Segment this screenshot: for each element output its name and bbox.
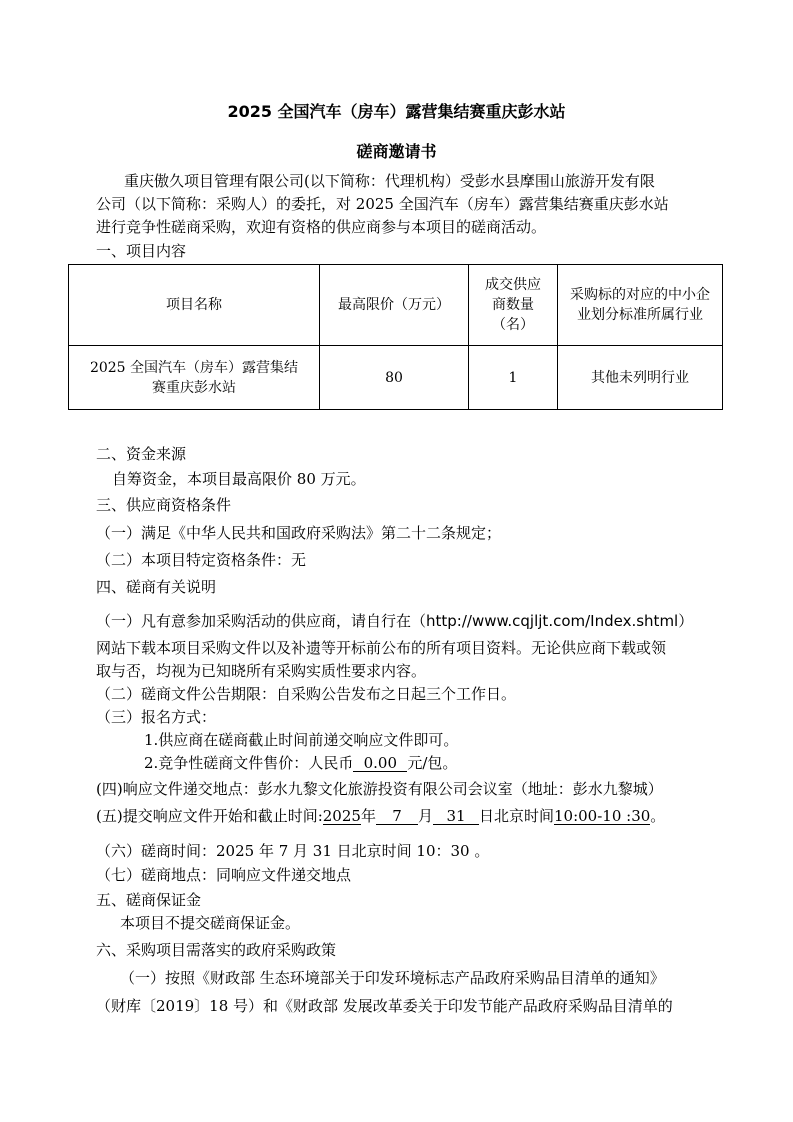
- section5-heading: 五、磋商保证金: [96, 891, 202, 909]
- table-row: [69, 346, 723, 410]
- section4-item-6: （六）磋商时间：2025 年 7 月 31 日北京时间 10：30 。: [96, 842, 490, 860]
- document-price: 0.00: [353, 755, 407, 772]
- section6-heading: 六、采购项目需落实的政府采购政策: [96, 941, 337, 959]
- section4-heading: 四、磋商有关说明: [96, 578, 217, 596]
- submission-day: 31: [433, 808, 479, 825]
- submission-year: 2025: [322, 807, 361, 825]
- section4-item-3-sub-2: 2.竞争性磋商文件售价：人民币 0.00 元/包。: [144, 754, 458, 772]
- intro-line-1: 重庆傲久项目管理有限公司(以下简称：代理机构）受彭水县摩围山旅游开发有限: [124, 172, 655, 190]
- intro-line-3: 进行竞争性磋商采购，欢迎有资格的供应商参与本项目的磋商活动。: [96, 218, 547, 236]
- section4-item-3-sub-1: 1.供应商在磋商截止时间前递交响应文件即可。: [144, 731, 459, 749]
- section4-item-5: (五)提交响应文件开始和截止时间:2025年 7 月 31 日北京时间10:00-10 :30。: [96, 807, 666, 825]
- section6-line-1: （一）按照《财政部 生态环境部关于印发环境标志产品政府采购品目清单的通知》: [120, 969, 665, 987]
- cell-industry: 其他未列明行业: [558, 346, 723, 410]
- section2-text: 自筹资金，本项目最高限价 80 万元。: [112, 470, 366, 488]
- header-project-name: 项目名称: [69, 265, 320, 346]
- download-url[interactable]: http://www.cqjljt.com/Index.shtml: [426, 612, 679, 630]
- submission-time: 10:00-10 :30: [554, 807, 651, 825]
- document-subtitle: 磋商邀请书: [356, 142, 437, 161]
- table-header-row: [69, 265, 723, 346]
- section3-heading: 三、供应商资格条件: [96, 496, 232, 514]
- intro-line-2: 公司（以下简称：采购人）的委托，对 2025 全国汽车（房车）露营集结赛重庆彭水站: [96, 195, 669, 213]
- cell-supplier-count: 1: [469, 346, 558, 410]
- header-industry: 采购标的对应的中小企 业划分标准所属行业: [558, 265, 723, 346]
- section4-item-7: （七）磋商地点：同响应文件递交地点: [96, 866, 352, 884]
- document-title: 2025 全国汽车（房车）露营集结赛重庆彭水站: [227, 102, 566, 121]
- section1-heading: 一、项目内容: [96, 242, 187, 260]
- section4-item-4: (四)响应文件递交地点：彭水九黎文化旅游投资有限公司会议室（地址：彭水九黎城）: [96, 780, 663, 798]
- cell-project-name: 2025 全国汽车（房车）露营集结 赛重庆彭水站: [69, 346, 320, 410]
- project-table: [68, 264, 723, 410]
- section4-item-1: （一）凡有意参加采购活动的供应商，请自行在（http://www.cqjljt.com/Index.shtml）: [96, 612, 694, 630]
- section5-text: 本项目不提交磋商保证金。: [120, 914, 301, 932]
- cell-max-price: 80: [320, 346, 469, 410]
- section3-item-2: （二）本项目特定资格条件：无: [96, 551, 307, 569]
- section4-item-3: （三）报名方式：: [96, 708, 217, 726]
- section2-heading: 二、资金来源: [96, 445, 187, 463]
- header-max-price: 最高限价（万元）: [320, 265, 469, 346]
- section4-item-2: （二）磋商文件公告期限：自采购公告发布之日起三个工作日。: [96, 685, 517, 703]
- section3-item-1: （一）满足《中华人民共和国政府采购法》第二十二条规定；: [96, 524, 502, 542]
- submission-month: 7: [376, 808, 418, 825]
- section4-item-1-line-2: 网站下载本项目采购文件以及补遗等开标前公布的所有项目资料。无论供应商下载或领: [96, 639, 667, 657]
- section4-item-1-line-3: 取与否，均视为已知晓所有采购实质性要求内容。: [96, 662, 427, 680]
- section6-line-2: （财库〔2019〕18 号）和《财政部 发展改革委关于印发节能产品政府采购品目清单的: [96, 997, 673, 1015]
- header-supplier-count: 成交供应 商数量 （名）: [469, 265, 558, 346]
